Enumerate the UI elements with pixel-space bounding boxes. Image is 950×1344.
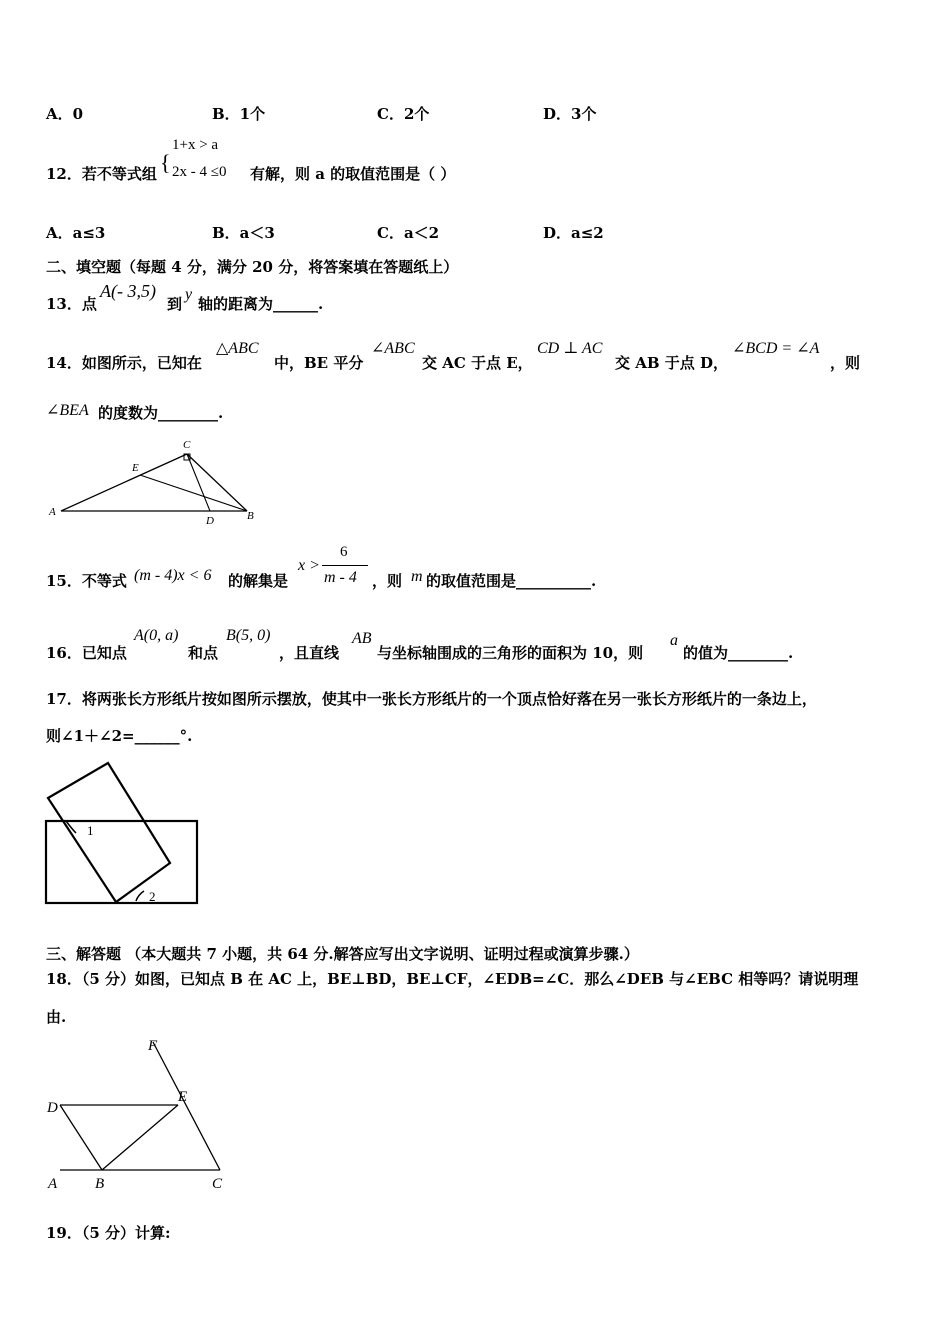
q16-text-2: ，且直线 — [279, 644, 340, 662]
label-e: E — [178, 1089, 188, 1105]
brace-icon: { — [160, 150, 171, 175]
q14-ask-angle: ∠BEA — [46, 402, 89, 419]
q17-rectangles-figure — [40, 755, 205, 910]
q16-line-ab: AB — [352, 630, 372, 647]
q12-prefix: 12．若不等式组 — [46, 165, 157, 183]
q16-a: a — [670, 632, 678, 649]
segment-be — [102, 1105, 178, 1170]
q15-x: x > — [298, 557, 320, 574]
q15-text-2: ，则 — [372, 572, 403, 590]
q18-line-1: 18．（5 分）如图，已知点 B 在 AC 上，BE⊥BD，BE⊥CF，∠EDB=∠C．那么∠DEB 与∠EBC 相等吗？请说明理 — [46, 970, 859, 988]
label-d: D — [206, 515, 214, 527]
q15-denominator: m - 4 — [324, 569, 357, 586]
segment-be — [140, 475, 247, 511]
side-cb — [187, 454, 247, 511]
q18-geometry-figure — [40, 1030, 240, 1195]
q18-line-2: 由. — [46, 1008, 67, 1026]
label-a: A — [49, 506, 56, 518]
q12-option-b: B．a＜3 — [212, 224, 275, 242]
q14-perp: CD ⊥ AC — [537, 340, 603, 357]
q13-suffix: 轴的距离为______. — [198, 295, 324, 313]
q15-suffix: 的取值范围是__________. — [426, 572, 597, 590]
q14-triangle-figure — [44, 435, 264, 530]
label-angle-2: 2 — [149, 889, 156, 904]
segment-cd — [187, 454, 210, 511]
section-3-heading: 三、解答题 （本大题共 7 小题，共 64 分.解答应写出文字说明、证明过程或演算步骤.） — [46, 945, 639, 963]
q11-option-d: D．3个 — [543, 105, 597, 123]
q14-angle: ∠ABC — [371, 340, 415, 357]
line-fc — [153, 1042, 220, 1170]
label-e: E — [132, 462, 139, 474]
q12-ineq1: 1+x > a — [172, 137, 219, 153]
horizontal-rectangle — [46, 821, 197, 903]
q14-text-5: 的度数为________. — [98, 404, 224, 422]
q14-text-2: 交 AC 于点 E， — [422, 354, 533, 372]
q14-text-3: 交 AB 于点 D， — [615, 354, 728, 372]
q14-text-1: 中，BE 平分 — [274, 354, 364, 372]
label-a: A — [48, 1176, 58, 1192]
q13-point: A(- 3,5) — [100, 281, 156, 301]
q14-triangle: △ABC — [216, 340, 259, 357]
angle-2-arc — [136, 891, 144, 901]
label-f: F — [148, 1038, 158, 1054]
q12-option-c: C．a＜2 — [377, 224, 440, 242]
q11-option-c: C．2个 — [377, 105, 430, 123]
q14-prefix: 14．如图所示，已知在 — [46, 354, 202, 372]
q11-option-a: A．0 — [46, 105, 84, 123]
label-b: B — [95, 1176, 105, 1192]
q15-inequality: (m - 4)x < 6 — [134, 567, 212, 584]
segment-db — [60, 1105, 102, 1170]
q16-prefix: 16．已知点 — [46, 644, 127, 662]
label-c: C — [212, 1176, 223, 1192]
q12-option-a: A．a≤3 — [46, 224, 106, 242]
q16-point-b: B(5, 0) — [226, 627, 271, 644]
label-d: D — [47, 1100, 58, 1116]
q15-numerator: 6 — [340, 544, 348, 560]
q13-axis: y — [185, 286, 193, 303]
q15-prefix: 15．不等式 — [46, 572, 127, 590]
q12-suffix: 有解，则 a 的取值范围是（ ） — [250, 165, 456, 183]
q15-mid: 的解集是 — [228, 572, 289, 590]
q13-prefix: 13．点 — [46, 295, 97, 313]
label-c: C — [183, 439, 191, 451]
q16-text-3: 与坐标轴围成的三角形的面积为 10，则 — [377, 644, 644, 662]
q12-ineq2: 2x - 4 ≤0 — [172, 164, 227, 180]
tilted-rectangle — [48, 763, 170, 902]
q17-line-1: 17．将两张长方形纸片按如图所示摆放，使其中一张长方形纸片的一个顶点恰好落在另一张长方形纸片的一条边上， — [46, 690, 817, 708]
q16-text-1: 和点 — [188, 644, 219, 662]
q11-option-b: B．1个 — [212, 105, 266, 123]
q19-line-1: 19．（5 分）计算: — [46, 1224, 171, 1242]
fraction-bar — [322, 565, 368, 566]
q13-mid: 到 — [167, 295, 183, 313]
q16-suffix: 的值为________. — [683, 644, 794, 662]
label-angle-1: 1 — [87, 823, 94, 838]
q14-equal: ∠BCD = ∠A — [732, 340, 820, 357]
q12-option-d: D．a≤2 — [543, 224, 604, 242]
q14-text-4: ，则 — [830, 354, 861, 372]
label-b: B — [247, 510, 254, 522]
side-ac — [61, 454, 187, 511]
q16-point-a: A(0, a) — [134, 627, 179, 644]
section-2-heading: 二、填空题（每题 4 分，满分 20 分，将答案填在答题纸上） — [46, 258, 459, 276]
q15-m: m — [411, 568, 423, 585]
q17-line-2: 则∠1＋∠2=______°. — [46, 727, 193, 745]
